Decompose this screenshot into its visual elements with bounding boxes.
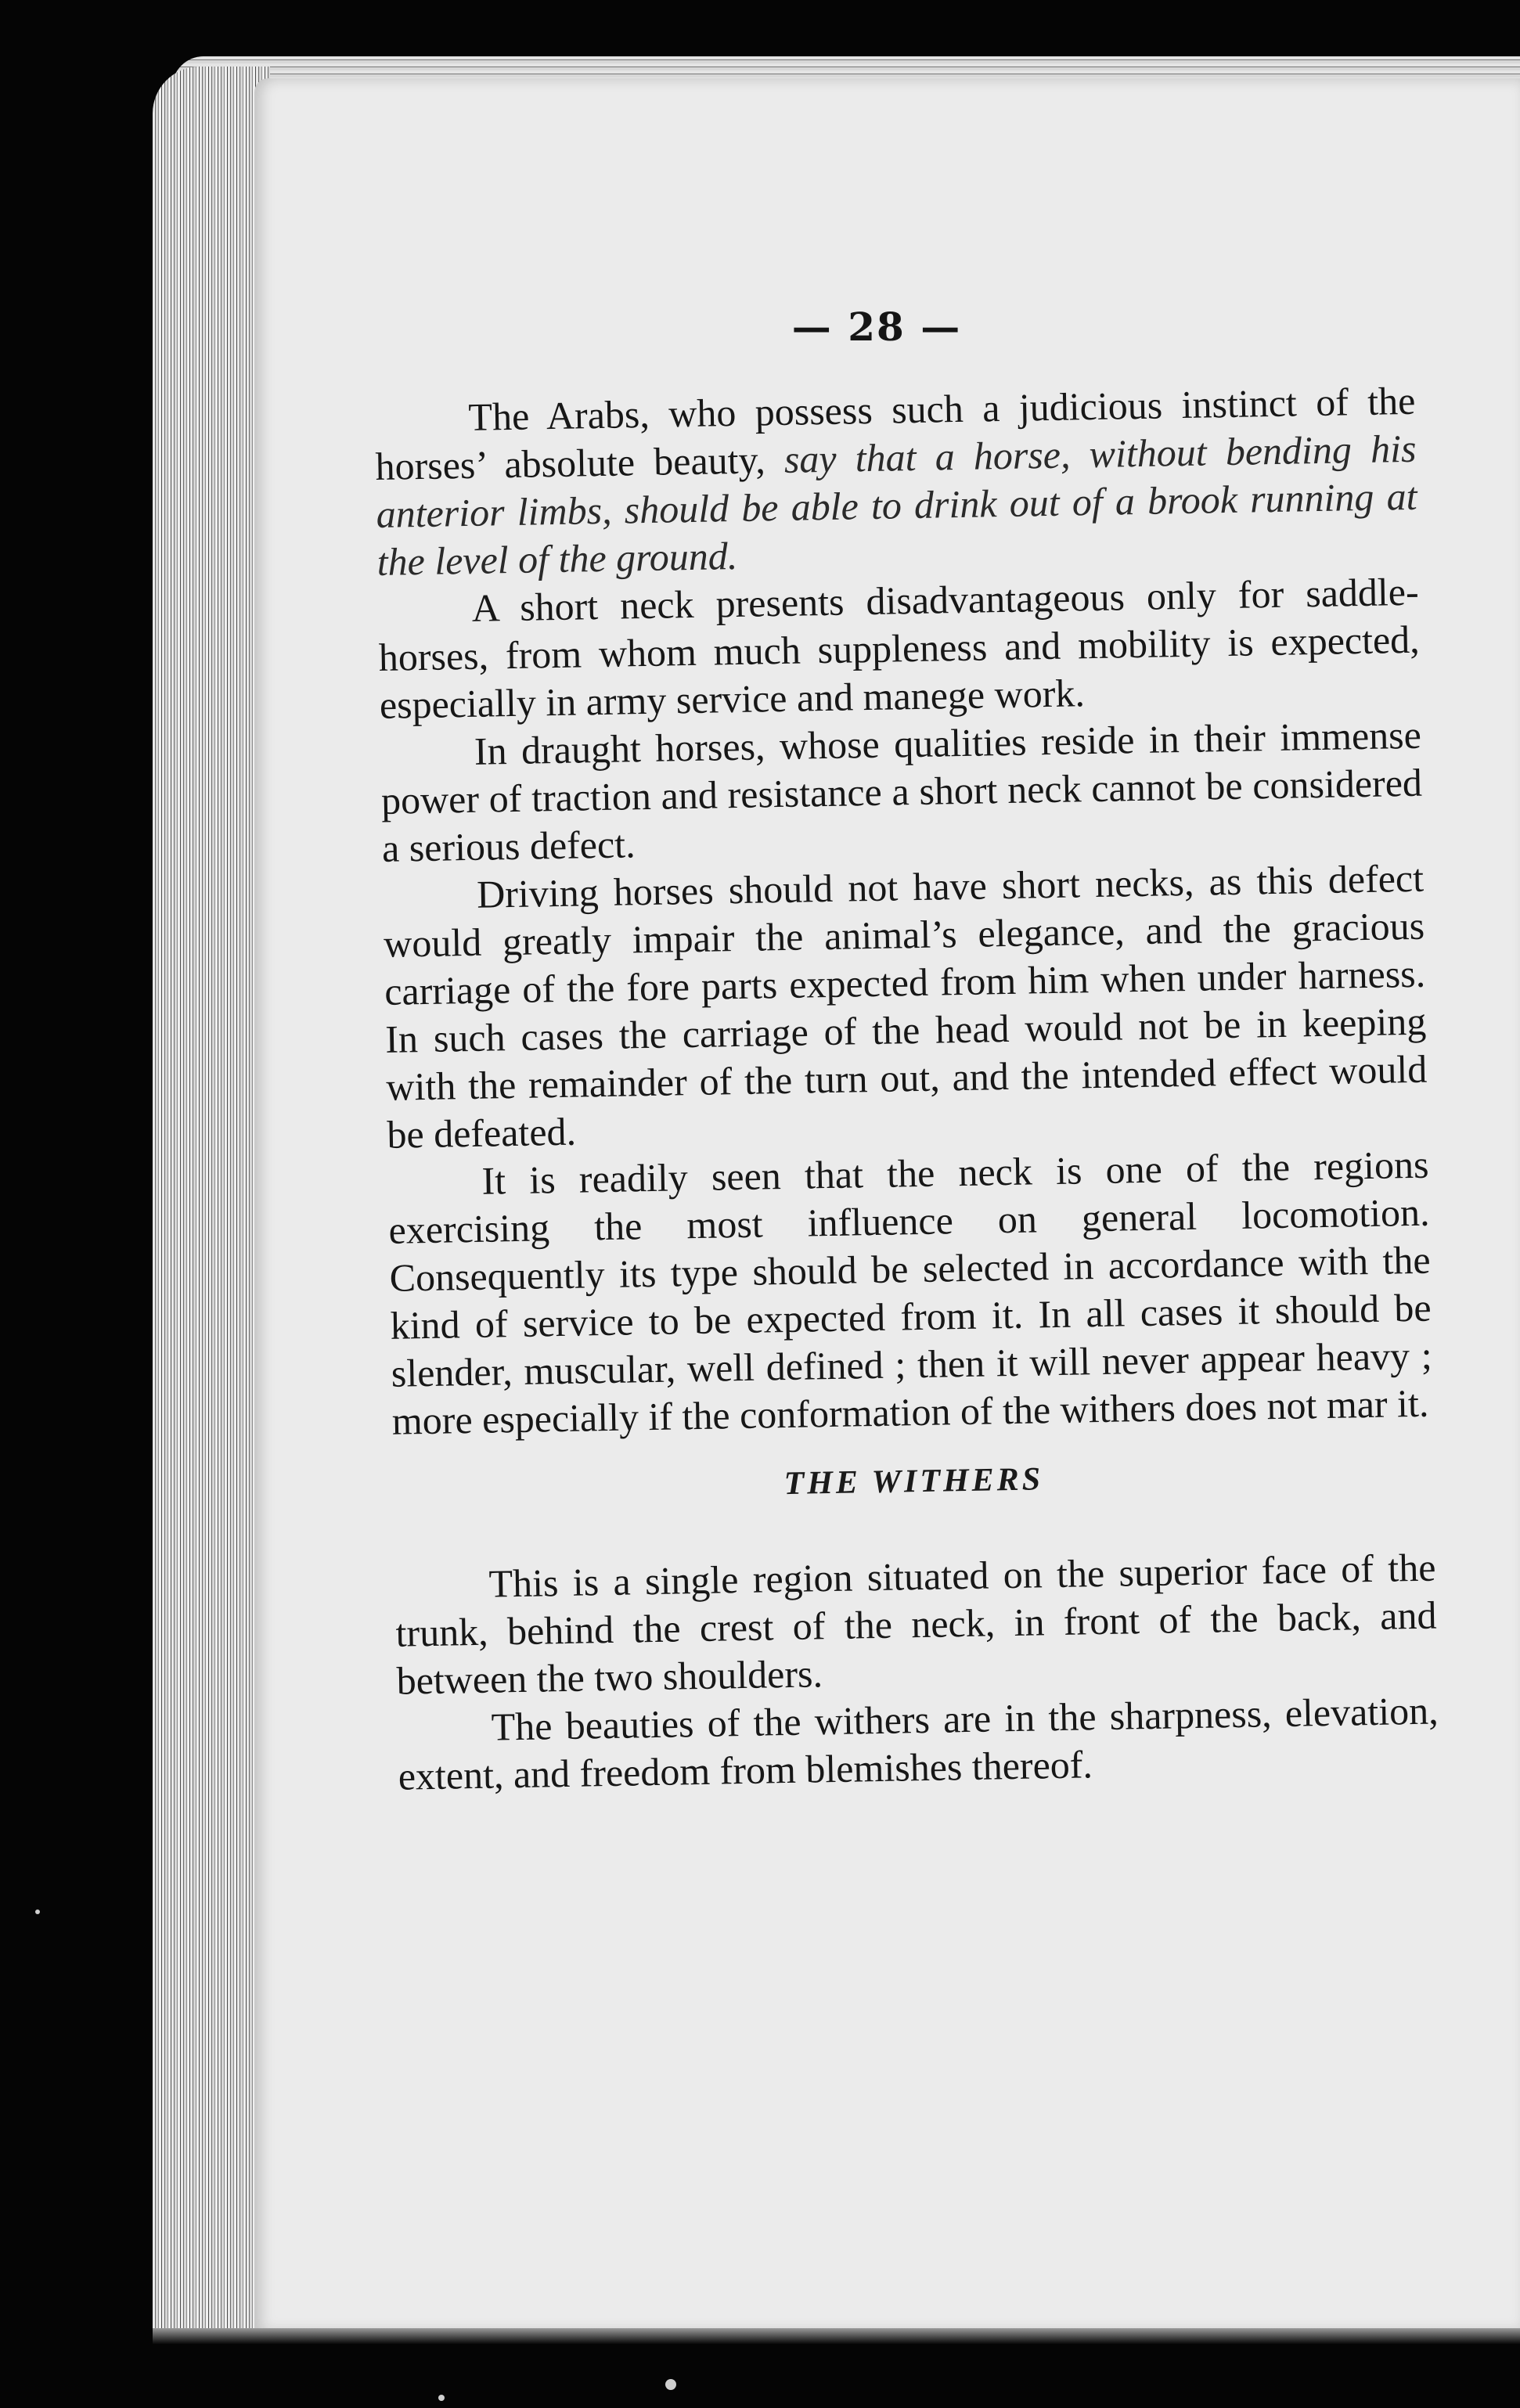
paragraph-arabs — [374, 377, 1418, 586]
paragraph-short-neck: A short neck presents disadvantageous only for saddle-horses, from whom much suppleness and mobility is expected, especially in army service and manege work. — [378, 569, 1421, 727]
page-bottom-shadow — [153, 2328, 1520, 2344]
scan-speck — [438, 2395, 445, 2401]
scan-speck — [35, 1909, 40, 1914]
stacked-page-edges — [153, 67, 270, 2328]
section-heading: THE WITHERS — [783, 1461, 1044, 1503]
paragraph-driving-horses: Driving horses should not have short necks, as this defect would greatly impair the animal’s elegance, and the gracious carriage of the fore parts expected from him when under harness. In such cases the carriage of the head would not be in keeping with the remainder of the turn out, and the intended effect would be defeated. — [383, 855, 1428, 1157]
scan-speck — [665, 2379, 676, 2390]
paragraph-draught-horses: In draught horses, whose qualities reside in their immense power of traction and resistance a short neck cannot be considered a serious defect. — [380, 712, 1423, 870]
paragraph-withers-beauties: The beauties of the withers are in the sharpness, elevation, extent, and freedom from blemishes thereof. — [398, 1688, 1439, 1798]
paragraph-italic-quote: say that a horse, without bending his anterior limbs, should be able to drink out of a brook running at the level of the ground. — [376, 426, 1417, 584]
page-body — [374, 377, 1439, 1801]
page-number: — 28 — — [791, 304, 962, 350]
paragraph-withers-region: This is a single region situated on the superior face of the trunk, behind the crest of the neck, in front of the back, and between the two shoulders. — [395, 1545, 1437, 1703]
paragraph-lead-text: The Arabs, who possess such a judicious instinct of the horses’ absolute beauty, — [375, 378, 1416, 488]
paragraph-neck-locomotion: It is readily seen that the neck is one of the regions exercising the most influence on general locomotion. Consequently its type should be selected in accordance with the kind of service to be expected from it. In all cases it should be slender, muscular, well defined ; then it will never appear heavy ; more especially if the conformation of the withers does not mar it. — [388, 1142, 1433, 1443]
